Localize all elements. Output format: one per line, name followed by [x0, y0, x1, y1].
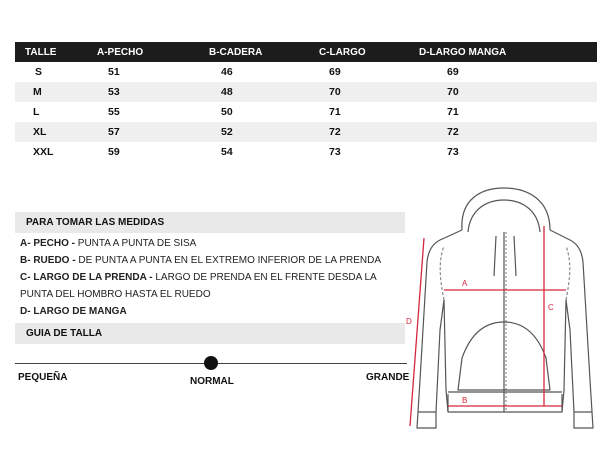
size-cell: M — [15, 82, 97, 102]
size-table — [15, 42, 597, 162]
table-row — [15, 142, 597, 162]
definition-label: C- LARGO DE LA PRENDA - — [20, 272, 153, 283]
cadera-cell: 46 — [221, 66, 233, 78]
size-cell: XL — [15, 122, 97, 142]
cadera-cell: 54 — [221, 146, 233, 158]
pecho-cell: 51 — [108, 66, 120, 78]
header-largo: C-LARGO — [319, 42, 419, 62]
largo-cell: 72 — [319, 122, 419, 142]
definition-manga — [20, 303, 127, 320]
diagram-label-b: B — [462, 396, 468, 405]
diagram-label-d: D — [406, 317, 412, 326]
header-largo-manga: D-LARGO MANGA — [419, 42, 597, 62]
definition-largo — [20, 269, 410, 303]
guide-section-title: GUIA DE TALLA — [15, 323, 405, 344]
header-talle: TALLE — [15, 42, 97, 62]
size-cell: L — [33, 106, 40, 118]
manga-cell: 69 — [447, 66, 459, 78]
definition-label: D- LARGO DE MANGA — [20, 306, 127, 317]
largo-cell: 69 — [329, 66, 341, 78]
cadera-cell: 52 — [209, 122, 319, 142]
table-row — [15, 82, 597, 102]
largo-cell: 73 — [329, 146, 341, 158]
table-row — [15, 102, 597, 122]
pecho-cell: 53 — [97, 82, 209, 102]
largo-cell: 71 — [329, 106, 341, 118]
pecho-cell: 57 — [97, 122, 209, 142]
size-table-header — [15, 42, 597, 62]
definition-text: LARGO DE PRENDA EN EL FRENTE DESDA LA PUNTA DEL HOMBRO HASTA EL RUEDO — [20, 272, 377, 300]
scale-label-small: PEQUEÑA — [18, 372, 68, 383]
header-pecho: A-PECHO — [97, 42, 209, 62]
header-cadera: B-CADERA — [209, 42, 319, 62]
size-scale-marker — [204, 356, 218, 370]
cadera-cell: 48 — [209, 82, 319, 102]
pecho-cell: 55 — [108, 106, 120, 118]
definition-label: B- RUEDO - — [20, 255, 76, 266]
hoodie-diagram — [400, 180, 610, 448]
measure-section-title: PARA TOMAR LAS MEDIDAS — [15, 212, 405, 233]
manga-cell: 71 — [447, 106, 459, 118]
manga-cell: 70 — [419, 82, 597, 102]
largo-cell: 70 — [319, 82, 419, 102]
definition-ruedo — [20, 252, 381, 269]
size-cell: S — [35, 66, 43, 78]
pecho-cell: 59 — [108, 146, 120, 158]
table-row — [15, 62, 597, 82]
manga-cell: 72 — [419, 122, 597, 142]
table-row — [15, 122, 597, 142]
cadera-cell: 50 — [221, 106, 233, 118]
definition-text: PUNTA A PUNTA DE SISA — [75, 238, 197, 249]
diagram-label-c: C — [548, 303, 554, 312]
scale-label-normal: NORMAL — [190, 376, 234, 387]
scale-label-large: GRANDE — [366, 372, 410, 383]
diagram-label-a: A — [462, 279, 468, 288]
definition-label: A- PECHO - — [20, 238, 75, 249]
definition-text: DE PUNTA A PUNTA EN EL EXTREMO INFERIOR DE LA PRENDA — [75, 255, 382, 266]
manga-cell: 73 — [447, 146, 459, 158]
size-cell: XXL — [33, 146, 54, 158]
definition-pecho — [20, 235, 196, 252]
